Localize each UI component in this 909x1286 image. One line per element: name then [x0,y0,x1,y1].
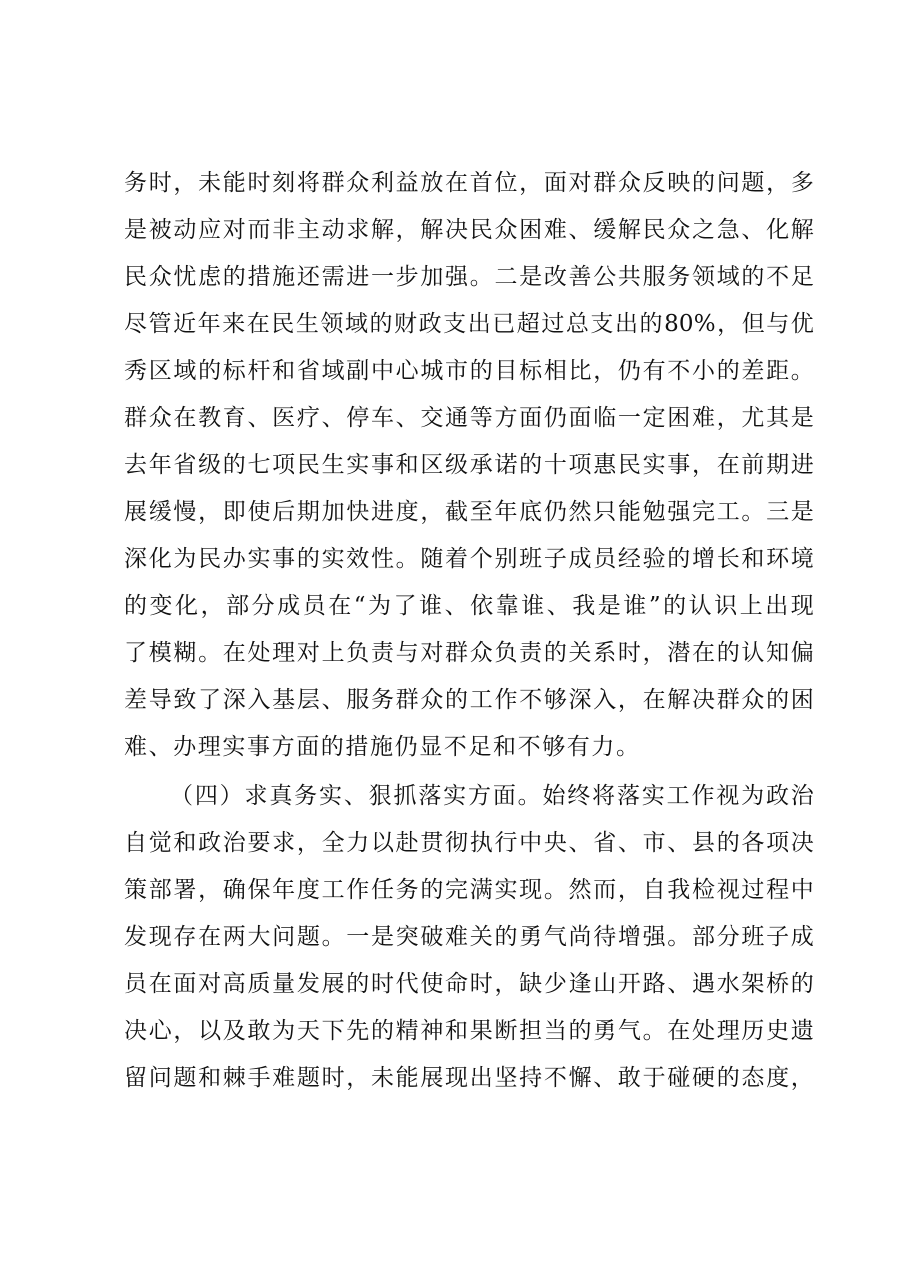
text-line: 自觉和政治要求，全力以赴贯彻执行中央、省、市、县的各项决 [124,830,814,856]
text-line: 深化为民办实事的实效性。随着个别班子成员经验的增长和环境 [124,546,814,572]
text-line: 展缓慢，即使后期加快进度，截至年底仍然只能勉强完工。三是 [124,499,814,525]
text-line: 是被动应对而非主动求解，解决民众困难、缓解民众之急、化解 [124,217,814,243]
text-line: 发现存在两大问题。一是突破难关的勇气尚待增强。部分班子成 [124,924,814,950]
text-line: 留问题和棘手难题时，未能展现出坚持不懈、敢于碰硬的态度， [124,1065,814,1091]
text-line: 差导致了深入基层、服务群众的工作不够深入，在解决群众的困 [124,687,814,713]
text-line: 员在面对高质量发展的时代使命时，缺少逢山开路、遇水架桥的 [124,971,814,997]
text-line: 难、办理实事方面的措施仍显不足和不够有力。 [124,734,641,760]
text-line: 群众在教育、医疗、停车、交通等方面仍面临一定困难，尤其是 [124,405,814,431]
body-text [124,160,814,1102]
text-line: 策部署，确保年度工作任务的完满实现。然而，自我检视过程中 [124,877,814,903]
section-heading-line: （四）求真务实、狠抓落实方面。始终将落实工作视为政治 [170,783,814,809]
text-line: 了模糊。在处理对上负责与对群众负责的关系时，潜在的认知偏 [124,640,814,666]
text-line: 决心，以及敢为天下先的精神和果断担当的勇气。在处理历史遗 [124,1018,814,1044]
text-line: 务时，未能时刻将群众利益放在首位，面对群众反映的问题，多 [124,170,814,196]
text-line: 秀区域的标杆和省域副中心城市的目标相比，仍有不小的差距。 [124,358,814,384]
text-line: 尽管近年来在民生领域的财政支出已超过总支出的80%，但与优 [124,311,814,337]
text-line: 去年省级的七项民生实事和区级承诺的十项惠民实事，在前期进 [124,452,814,478]
text-line: 民众忧虑的措施还需进一步加强。二是改善公共服务领域的不足 [124,264,814,290]
text-line: 的变化，部分成员在“为了谁、依靠谁、我是谁”的认识上出现 [124,593,814,619]
